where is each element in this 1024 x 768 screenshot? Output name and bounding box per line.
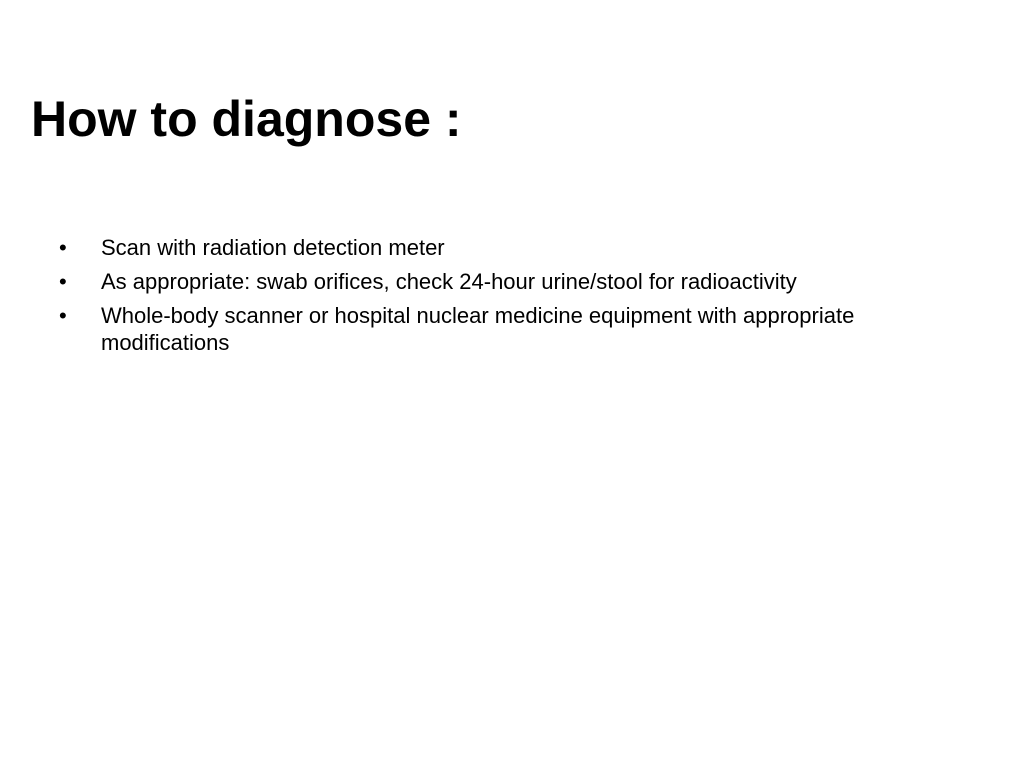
bullet-icon: • [59, 303, 67, 328]
list-item [59, 268, 939, 295]
bullet-text: As appropriate: swab orifices, check 24-hour urine/stool for radioactivity [101, 269, 797, 294]
bullet-list [59, 234, 939, 363]
slide-title: How to diagnose : [31, 91, 462, 147]
list-item [59, 234, 939, 261]
bullet-icon: • [59, 235, 67, 260]
list-item [59, 302, 939, 356]
bullet-text: Scan with radiation detection meter [101, 235, 445, 260]
bullet-text: Whole-body scanner or hospital nuclear medicine equipment with appropriate modifications [101, 303, 855, 355]
bullet-icon: • [59, 269, 67, 294]
